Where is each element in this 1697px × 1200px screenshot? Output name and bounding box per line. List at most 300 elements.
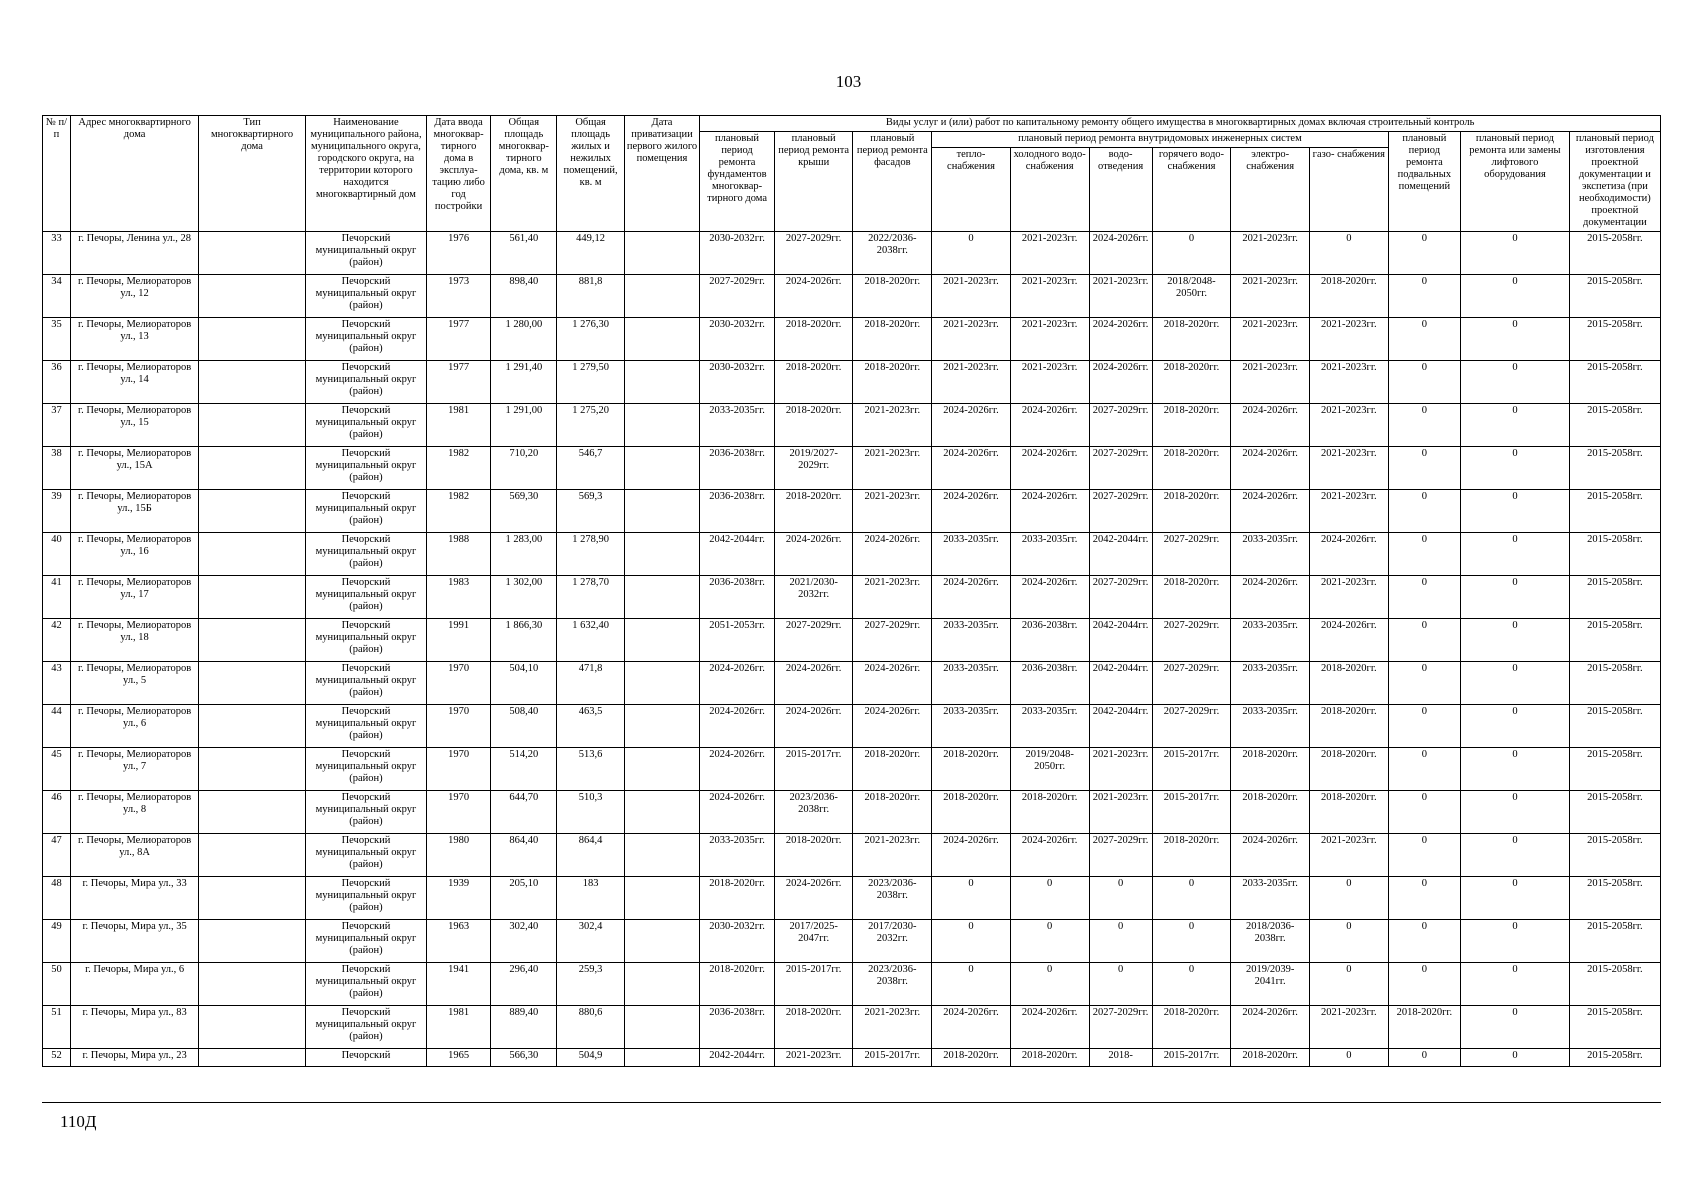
cell-municipality: Печорский муниципальный округ (район) (305, 618, 426, 661)
cell-address: г. Печоры, Мелиораторов ул., 12 (70, 274, 198, 317)
cell-facade: 2018-2020гг. (853, 274, 932, 317)
table-row (43, 575, 1661, 618)
header-works-group: Виды услуг и (или) работ по капитальному ремонту общего имущества в многоквартирных домах включая строительный контроль (700, 116, 1661, 132)
cell-gas: 2021-2023гг. (1309, 575, 1388, 618)
cell-roof: 2024-2026гг. (774, 876, 853, 919)
cell-year: 1970 (427, 747, 491, 790)
cell-cold-water: 2021-2023гг. (1010, 274, 1089, 317)
cell-roof: 2018-2020гг. (774, 1005, 853, 1048)
cell-design-docs: 2015-2058гг. (1569, 403, 1660, 446)
header-type: Тип многоквартирного дома (199, 116, 306, 232)
cell-year: 1982 (427, 489, 491, 532)
cell-basement: 0 (1388, 489, 1460, 532)
cell-year: 1939 (427, 876, 491, 919)
cell-privatization-date (624, 962, 700, 1005)
cell-design-docs: 2015-2058гг. (1569, 661, 1660, 704)
cell-design-docs: 2015-2058гг. (1569, 919, 1660, 962)
cell-foundation: 2027-2029гг. (700, 274, 775, 317)
cell-type (199, 575, 306, 618)
cell-cold-water: 2036-2038гг. (1010, 661, 1089, 704)
cell-type (199, 962, 306, 1005)
cell-heat: 0 (932, 919, 1011, 962)
cell-roof: 2023/2036-2038гг. (774, 790, 853, 833)
cell-heat: 0 (932, 962, 1011, 1005)
cell-privatization-date (624, 661, 700, 704)
cell-gas: 2024-2026гг. (1309, 618, 1388, 661)
cell-heat: 2033-2035гг. (932, 704, 1011, 747)
cell-address: г. Печоры, Мелиораторов ул., 14 (70, 360, 198, 403)
cell-foundation: 2036-2038гг. (700, 1005, 775, 1048)
cell-elevator: 0 (1461, 1005, 1570, 1048)
cell-living-area: 1 279,50 (557, 360, 624, 403)
cell-heat: 0 (932, 231, 1011, 274)
cell-roof: 2024-2026гг. (774, 532, 853, 575)
cell-num: 42 (43, 618, 71, 661)
cell-municipality: Печорский муниципальный округ (район) (305, 489, 426, 532)
cell-total-area: 898,40 (491, 274, 557, 317)
cell-elevator: 0 (1461, 747, 1570, 790)
cell-address: г. Печоры, Мира ул., 33 (70, 876, 198, 919)
cell-hot-water: 2015-2017гг. (1152, 1048, 1231, 1066)
cell-num: 37 (43, 403, 71, 446)
cell-municipality: Печорский муниципальный округ (район) (305, 317, 426, 360)
table-body (43, 231, 1661, 1066)
header-commission-date: Дата ввода многоквар- тирного дома в эксплуа- тацию либо год постройки (427, 116, 491, 232)
cell-foundation: 2036-2038гг. (700, 446, 775, 489)
cell-electric: 2018-2020гг. (1231, 1048, 1310, 1066)
cell-foundation: 2033-2035гг. (700, 833, 775, 876)
cell-gas: 2018-2020гг. (1309, 274, 1388, 317)
cell-hot-water: 2018-2020гг. (1152, 360, 1231, 403)
cell-gas: 2021-2023гг. (1309, 489, 1388, 532)
cell-foundation: 2033-2035гг. (700, 403, 775, 446)
header-systems-group: плановый период ремонта внутридомовых инженерных систем (932, 132, 1389, 148)
cell-gas: 0 (1309, 231, 1388, 274)
cell-heat: 2024-2026гг. (932, 446, 1011, 489)
cell-elevator: 0 (1461, 962, 1570, 1005)
table-row (43, 360, 1661, 403)
cell-roof: 2024-2026гг. (774, 274, 853, 317)
cell-year: 1973 (427, 274, 491, 317)
cell-drainage: 2021-2023гг. (1089, 747, 1152, 790)
cell-electric: 2024-2026гг. (1231, 833, 1310, 876)
cell-year: 1980 (427, 833, 491, 876)
cell-electric: 2024-2026гг. (1231, 403, 1310, 446)
cell-basement: 0 (1388, 360, 1460, 403)
cell-total-area: 569,30 (491, 489, 557, 532)
cell-municipality: Печорский муниципальный округ (район) (305, 962, 426, 1005)
cell-drainage: 2021-2023гг. (1089, 790, 1152, 833)
cell-basement: 0 (1388, 1048, 1460, 1066)
cell-roof: 2015-2017гг. (774, 962, 853, 1005)
cell-facade: 2023/2036-2038гг. (853, 876, 932, 919)
table-row (43, 833, 1661, 876)
cell-address: г. Печоры, Мира ул., 35 (70, 919, 198, 962)
cell-type (199, 833, 306, 876)
cell-hot-water: 2018-2020гг. (1152, 317, 1231, 360)
cell-drainage: 2024-2026гг. (1089, 231, 1152, 274)
cell-type (199, 532, 306, 575)
cell-design-docs: 2015-2058гг. (1569, 575, 1660, 618)
table-row (43, 962, 1661, 1005)
header-foundation: плановый период ремонта фундаментов многоквар- тирного дома (700, 132, 775, 232)
cell-gas: 0 (1309, 919, 1388, 962)
cell-electric: 2021-2023гг. (1231, 317, 1310, 360)
cell-privatization-date (624, 231, 700, 274)
cell-privatization-date (624, 919, 700, 962)
header-electric: электро- снабжения (1231, 148, 1310, 231)
cell-foundation: 2030-2032гг. (700, 231, 775, 274)
cell-facade: 2018-2020гг. (853, 790, 932, 833)
cell-foundation: 2036-2038гг. (700, 575, 775, 618)
cell-living-area: 1 278,90 (557, 532, 624, 575)
cell-num: 43 (43, 661, 71, 704)
cell-address: г. Печоры, Мелиораторов ул., 15Б (70, 489, 198, 532)
cell-gas: 2018-2020гг. (1309, 747, 1388, 790)
cell-living-area: 1 276,30 (557, 317, 624, 360)
cell-design-docs: 2015-2058гг. (1569, 704, 1660, 747)
cell-electric: 2019/2039-2041гг. (1231, 962, 1310, 1005)
cell-heat: 2024-2026гг. (932, 575, 1011, 618)
cell-year: 1981 (427, 403, 491, 446)
cell-cold-water: 2018-2020гг. (1010, 1048, 1089, 1066)
cell-address: г. Печоры, Мелиораторов ул., 17 (70, 575, 198, 618)
cell-hot-water: 2018-2020гг. (1152, 403, 1231, 446)
cell-cold-water: 2024-2026гг. (1010, 575, 1089, 618)
cell-privatization-date (624, 575, 700, 618)
cell-total-area: 205,10 (491, 876, 557, 919)
cell-elevator: 0 (1461, 532, 1570, 575)
cell-type (199, 1048, 306, 1066)
cell-basement: 0 (1388, 231, 1460, 274)
cell-roof: 2019/2027-2029гг. (774, 446, 853, 489)
cell-total-area: 1 280,00 (491, 317, 557, 360)
cell-type (199, 661, 306, 704)
cell-total-area: 889,40 (491, 1005, 557, 1048)
cell-address: г. Печоры, Мелиораторов ул., 5 (70, 661, 198, 704)
cell-heat: 2021-2023гг. (932, 317, 1011, 360)
cell-total-area: 296,40 (491, 962, 557, 1005)
cell-facade: 2017/2030-2032гг. (853, 919, 932, 962)
cell-total-area: 1 283,00 (491, 532, 557, 575)
cell-basement: 0 (1388, 833, 1460, 876)
cell-facade: 2021-2023гг. (853, 403, 932, 446)
cell-municipality: Печорский муниципальный округ (район) (305, 446, 426, 489)
cell-heat: 2033-2035гг. (932, 532, 1011, 575)
cell-gas: 2018-2020гг. (1309, 661, 1388, 704)
cell-num: 35 (43, 317, 71, 360)
cell-basement: 0 (1388, 403, 1460, 446)
cell-basement: 0 (1388, 919, 1460, 962)
cell-address: г. Печоры, Мелиораторов ул., 8 (70, 790, 198, 833)
cell-privatization-date (624, 618, 700, 661)
cell-total-area: 710,20 (491, 446, 557, 489)
cell-foundation: 2024-2026гг. (700, 704, 775, 747)
header-living-area: Общая площадь жилых и нежилых помещений, кв. м (557, 116, 624, 232)
cell-heat: 2033-2035гг. (932, 618, 1011, 661)
cell-living-area: 510,3 (557, 790, 624, 833)
table-header (43, 116, 1661, 232)
cell-gas: 2021-2023гг. (1309, 403, 1388, 446)
cell-facade: 2018-2020гг. (853, 317, 932, 360)
cell-facade: 2021-2023гг. (853, 489, 932, 532)
cell-electric: 2024-2026гг. (1231, 489, 1310, 532)
cell-drainage: 0 (1089, 919, 1152, 962)
cell-hot-water: 2027-2029гг. (1152, 618, 1231, 661)
table-row (43, 747, 1661, 790)
cell-foundation: 2042-2044гг. (700, 532, 775, 575)
cell-type (199, 446, 306, 489)
cell-basement: 0 (1388, 876, 1460, 919)
cell-living-area: 1 632,40 (557, 618, 624, 661)
cell-electric: 2033-2035гг. (1231, 532, 1310, 575)
cell-heat: 2021-2023гг. (932, 360, 1011, 403)
cell-facade: 2022/2036-2038гг. (853, 231, 932, 274)
cell-elevator: 0 (1461, 575, 1570, 618)
cell-type (199, 790, 306, 833)
cell-type (199, 403, 306, 446)
cell-drainage: 2024-2026гг. (1089, 317, 1152, 360)
cell-basement: 0 (1388, 962, 1460, 1005)
cell-year: 1991 (427, 618, 491, 661)
cell-design-docs: 2015-2058гг. (1569, 1005, 1660, 1048)
cell-year: 1965 (427, 1048, 491, 1066)
cell-basement: 0 (1388, 446, 1460, 489)
page-number: 103 (835, 72, 862, 91)
cell-design-docs: 2015-2058гг. (1569, 1048, 1660, 1066)
cell-privatization-date (624, 704, 700, 747)
cell-drainage: 2027-2029гг. (1089, 489, 1152, 532)
cell-drainage: 2024-2026гг. (1089, 360, 1152, 403)
cell-gas: 2021-2023гг. (1309, 833, 1388, 876)
cell-design-docs: 2015-2058гг. (1569, 747, 1660, 790)
cell-roof: 2021/2030-2032гг. (774, 575, 853, 618)
cell-num: 47 (43, 833, 71, 876)
cell-privatization-date (624, 1048, 700, 1066)
cell-drainage: 2027-2029гг. (1089, 403, 1152, 446)
cell-cold-water: 2033-2035гг. (1010, 532, 1089, 575)
cell-elevator: 0 (1461, 919, 1570, 962)
cell-basement: 0 (1388, 575, 1460, 618)
cell-municipality: Печорский (305, 1048, 426, 1066)
cell-drainage: 2042-2044гг. (1089, 704, 1152, 747)
cell-facade: 2021-2023гг. (853, 575, 932, 618)
cell-year: 1976 (427, 231, 491, 274)
cell-electric: 2033-2035гг. (1231, 704, 1310, 747)
cell-num: 36 (43, 360, 71, 403)
cell-cold-water: 2021-2023гг. (1010, 231, 1089, 274)
header-privatization-date: Дата приватизации первого жилого помещения (624, 116, 700, 232)
cell-living-area: 183 (557, 876, 624, 919)
cell-roof: 2027-2029гг. (774, 231, 853, 274)
cell-living-area: 504,9 (557, 1048, 624, 1066)
cell-privatization-date (624, 833, 700, 876)
cell-privatization-date (624, 274, 700, 317)
cell-hot-water: 2015-2017гг. (1152, 747, 1231, 790)
cell-heat: 0 (932, 876, 1011, 919)
cell-privatization-date (624, 1005, 700, 1048)
cell-basement: 0 (1388, 747, 1460, 790)
cell-foundation: 2024-2026гг. (700, 747, 775, 790)
cell-electric: 2021-2023гг. (1231, 274, 1310, 317)
cell-privatization-date (624, 489, 700, 532)
cell-living-area: 864,4 (557, 833, 624, 876)
cell-hot-water: 2018/2048-2050гг. (1152, 274, 1231, 317)
cell-living-area: 513,6 (557, 747, 624, 790)
cell-design-docs: 2015-2058гг. (1569, 360, 1660, 403)
cell-foundation: 2030-2032гг. (700, 360, 775, 403)
cell-elevator: 0 (1461, 704, 1570, 747)
cell-design-docs: 2015-2058гг. (1569, 790, 1660, 833)
cell-cold-water: 2024-2026гг. (1010, 489, 1089, 532)
cell-cold-water: 2021-2023гг. (1010, 317, 1089, 360)
cell-living-area: 259,3 (557, 962, 624, 1005)
cell-roof: 2017/2025-2047гг. (774, 919, 853, 962)
table-row (43, 532, 1661, 575)
cell-year: 1983 (427, 575, 491, 618)
cell-hot-water: 2027-2029гг. (1152, 704, 1231, 747)
header-heat: тепло- снабжения (932, 148, 1011, 231)
cell-total-area: 504,10 (491, 661, 557, 704)
cell-basement: 0 (1388, 618, 1460, 661)
cell-privatization-date (624, 876, 700, 919)
cell-design-docs: 2015-2058гг. (1569, 876, 1660, 919)
cell-heat: 2033-2035гг. (932, 661, 1011, 704)
cell-num: 46 (43, 790, 71, 833)
table-row (43, 489, 1661, 532)
cell-electric: 2018/2036-2038гг. (1231, 919, 1310, 962)
cell-privatization-date (624, 446, 700, 489)
cell-drainage: 2027-2029гг. (1089, 833, 1152, 876)
cell-facade: 2027-2029гг. (853, 618, 932, 661)
cell-living-area: 302,4 (557, 919, 624, 962)
cell-drainage: 2042-2044гг. (1089, 532, 1152, 575)
cell-gas: 2018-2020гг. (1309, 790, 1388, 833)
cell-municipality: Печорский муниципальный округ (район) (305, 532, 426, 575)
cell-municipality: Печорский муниципальный округ (район) (305, 919, 426, 962)
cell-hot-water: 2018-2020гг. (1152, 575, 1231, 618)
cell-address: г. Печоры, Мелиораторов ул., 16 (70, 532, 198, 575)
table-row (43, 704, 1661, 747)
cell-year: 1981 (427, 1005, 491, 1048)
cell-address: г. Печоры, Мелиораторов ул., 7 (70, 747, 198, 790)
cell-design-docs: 2015-2058гг. (1569, 317, 1660, 360)
cell-electric: 2021-2023гг. (1231, 231, 1310, 274)
cell-cold-water: 0 (1010, 962, 1089, 1005)
cell-electric: 2033-2035гг. (1231, 876, 1310, 919)
cell-num: 49 (43, 919, 71, 962)
table-row (43, 919, 1661, 962)
cell-living-area: 880,6 (557, 1005, 624, 1048)
cell-electric: 2024-2026гг. (1231, 575, 1310, 618)
cell-hot-water: 0 (1152, 876, 1231, 919)
cell-year: 1977 (427, 317, 491, 360)
cell-design-docs: 2015-2058гг. (1569, 446, 1660, 489)
cell-heat: 2024-2026гг. (932, 403, 1011, 446)
cell-foundation: 2024-2026гг. (700, 790, 775, 833)
cell-facade: 2024-2026гг. (853, 704, 932, 747)
cell-roof: 2027-2029гг. (774, 618, 853, 661)
table-row (43, 661, 1661, 704)
cell-elevator: 0 (1461, 403, 1570, 446)
cell-basement: 0 (1388, 274, 1460, 317)
repair-schedule-table-container (42, 115, 1661, 1103)
cell-municipality: Печорский муниципальный округ (район) (305, 790, 426, 833)
cell-design-docs: 2015-2058гг. (1569, 274, 1660, 317)
cell-municipality: Печорский муниципальный округ (район) (305, 575, 426, 618)
cell-living-area: 569,3 (557, 489, 624, 532)
cell-type (199, 489, 306, 532)
cell-drainage: 0 (1089, 876, 1152, 919)
cell-cold-water: 2018-2020гг. (1010, 790, 1089, 833)
cell-drainage: 2027-2029гг. (1089, 575, 1152, 618)
cell-address: г. Печоры, Мелиораторов ул., 8А (70, 833, 198, 876)
cell-municipality: Печорский муниципальный округ (район) (305, 403, 426, 446)
cell-hot-water: 2018-2020гг. (1152, 833, 1231, 876)
cell-foundation: 2018-2020гг. (700, 962, 775, 1005)
repair-schedule-table (42, 115, 1661, 1067)
cell-basement: 0 (1388, 532, 1460, 575)
cell-gas: 0 (1309, 876, 1388, 919)
cell-hot-water: 2027-2029гг. (1152, 661, 1231, 704)
cell-type (199, 360, 306, 403)
cell-basement: 2018-2020гг. (1388, 1005, 1460, 1048)
cell-year: 1963 (427, 919, 491, 962)
cell-num: 34 (43, 274, 71, 317)
table-row (43, 274, 1661, 317)
cell-type (199, 231, 306, 274)
cell-electric: 2024-2026гг. (1231, 1005, 1310, 1048)
cell-hot-water: 2027-2029гг. (1152, 532, 1231, 575)
cell-total-area: 1 291,40 (491, 360, 557, 403)
cell-electric: 2024-2026гг. (1231, 446, 1310, 489)
cell-drainage: 2021-2023гг. (1089, 274, 1152, 317)
cell-facade: 2015-2017гг. (853, 1048, 932, 1066)
cell-foundation: 2030-2032гг. (700, 317, 775, 360)
cell-living-area: 546,7 (557, 446, 624, 489)
cell-roof: 2024-2026гг. (774, 661, 853, 704)
cell-type (199, 1005, 306, 1048)
cell-num: 41 (43, 575, 71, 618)
cell-elevator: 0 (1461, 317, 1570, 360)
cell-basement: 0 (1388, 790, 1460, 833)
cell-address: г. Печоры, Мелиораторов ул., 15А (70, 446, 198, 489)
cell-address: г. Печоры, Мира ул., 23 (70, 1048, 198, 1066)
cell-cold-water: 2033-2035гг. (1010, 704, 1089, 747)
cell-total-area: 1 866,30 (491, 618, 557, 661)
cell-elevator: 0 (1461, 618, 1570, 661)
header-design-docs: плановый период изготовления проектной документации и экспетиза (при необходимости) проектной документации (1569, 132, 1660, 232)
cell-facade: 2024-2026гг. (853, 661, 932, 704)
cell-cold-water: 2019/2048-2050гг. (1010, 747, 1089, 790)
header-total-area: Общая площадь многоквар- тирного дома, кв. м (491, 116, 557, 232)
cell-gas: 0 (1309, 1048, 1388, 1066)
document-code: 110Д (60, 1112, 97, 1131)
cell-num: 44 (43, 704, 71, 747)
table-row (43, 876, 1661, 919)
cell-electric: 2033-2035гг. (1231, 661, 1310, 704)
cell-cold-water: 2024-2026гг. (1010, 446, 1089, 489)
cell-privatization-date (624, 317, 700, 360)
cell-year: 1977 (427, 360, 491, 403)
cell-num: 50 (43, 962, 71, 1005)
header-num: № п/п (43, 116, 71, 232)
cell-drainage: 2027-2029гг. (1089, 446, 1152, 489)
cell-hot-water: 2018-2020гг. (1152, 489, 1231, 532)
cell-gas: 0 (1309, 962, 1388, 1005)
cell-living-area: 471,8 (557, 661, 624, 704)
cell-num: 38 (43, 446, 71, 489)
